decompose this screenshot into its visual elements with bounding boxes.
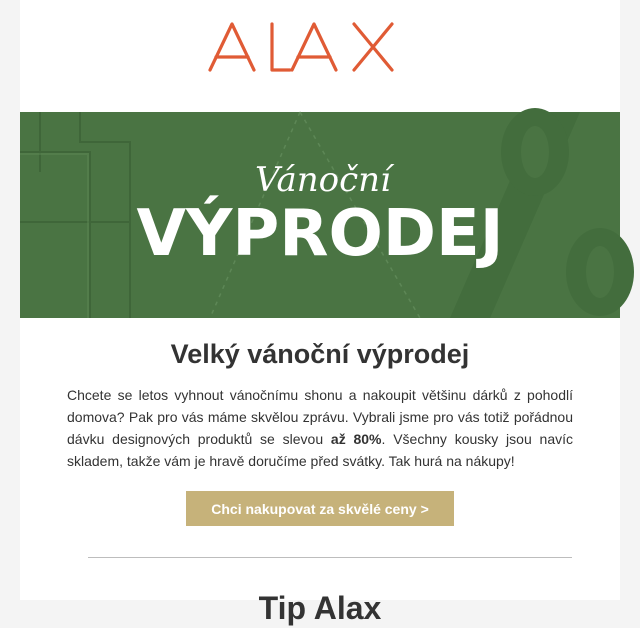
- logo-area: [20, 0, 620, 112]
- article-body: [67, 384, 573, 472]
- hero-banner[interactable]: [20, 112, 620, 318]
- body-text-part: . Všechny kousky jsou navíc skladem, takže vám je hravě doručíme před svátky. Tak hurá na nákupy!: [67, 431, 573, 469]
- section-divider: [88, 557, 572, 558]
- email-body: [20, 0, 620, 626]
- discount-highlight: až 80%: [330, 431, 382, 447]
- alax-logo[interactable]: [206, 18, 436, 74]
- article-headline: Velký vánoční výprodej: [170, 339, 470, 369]
- banner-title: VÝPRODEJ: [136, 197, 504, 271]
- shop-now-button[interactable]: Chci nakupovat za skvělé ceny >: [186, 491, 454, 526]
- next-section-heading: Tip Alax: [258, 590, 382, 626]
- banner-script-line: Vánoční: [255, 160, 391, 200]
- body-text-part: Chcete se letos vyhnout vánočnímu shonu a nakoupit většinu dárků z pohodlí domova? Pak pro vás máme skvělou zprávu. Vybrali jsme pro vás totiž pořádnou dávku designových produktů se slevou: [67, 387, 573, 447]
